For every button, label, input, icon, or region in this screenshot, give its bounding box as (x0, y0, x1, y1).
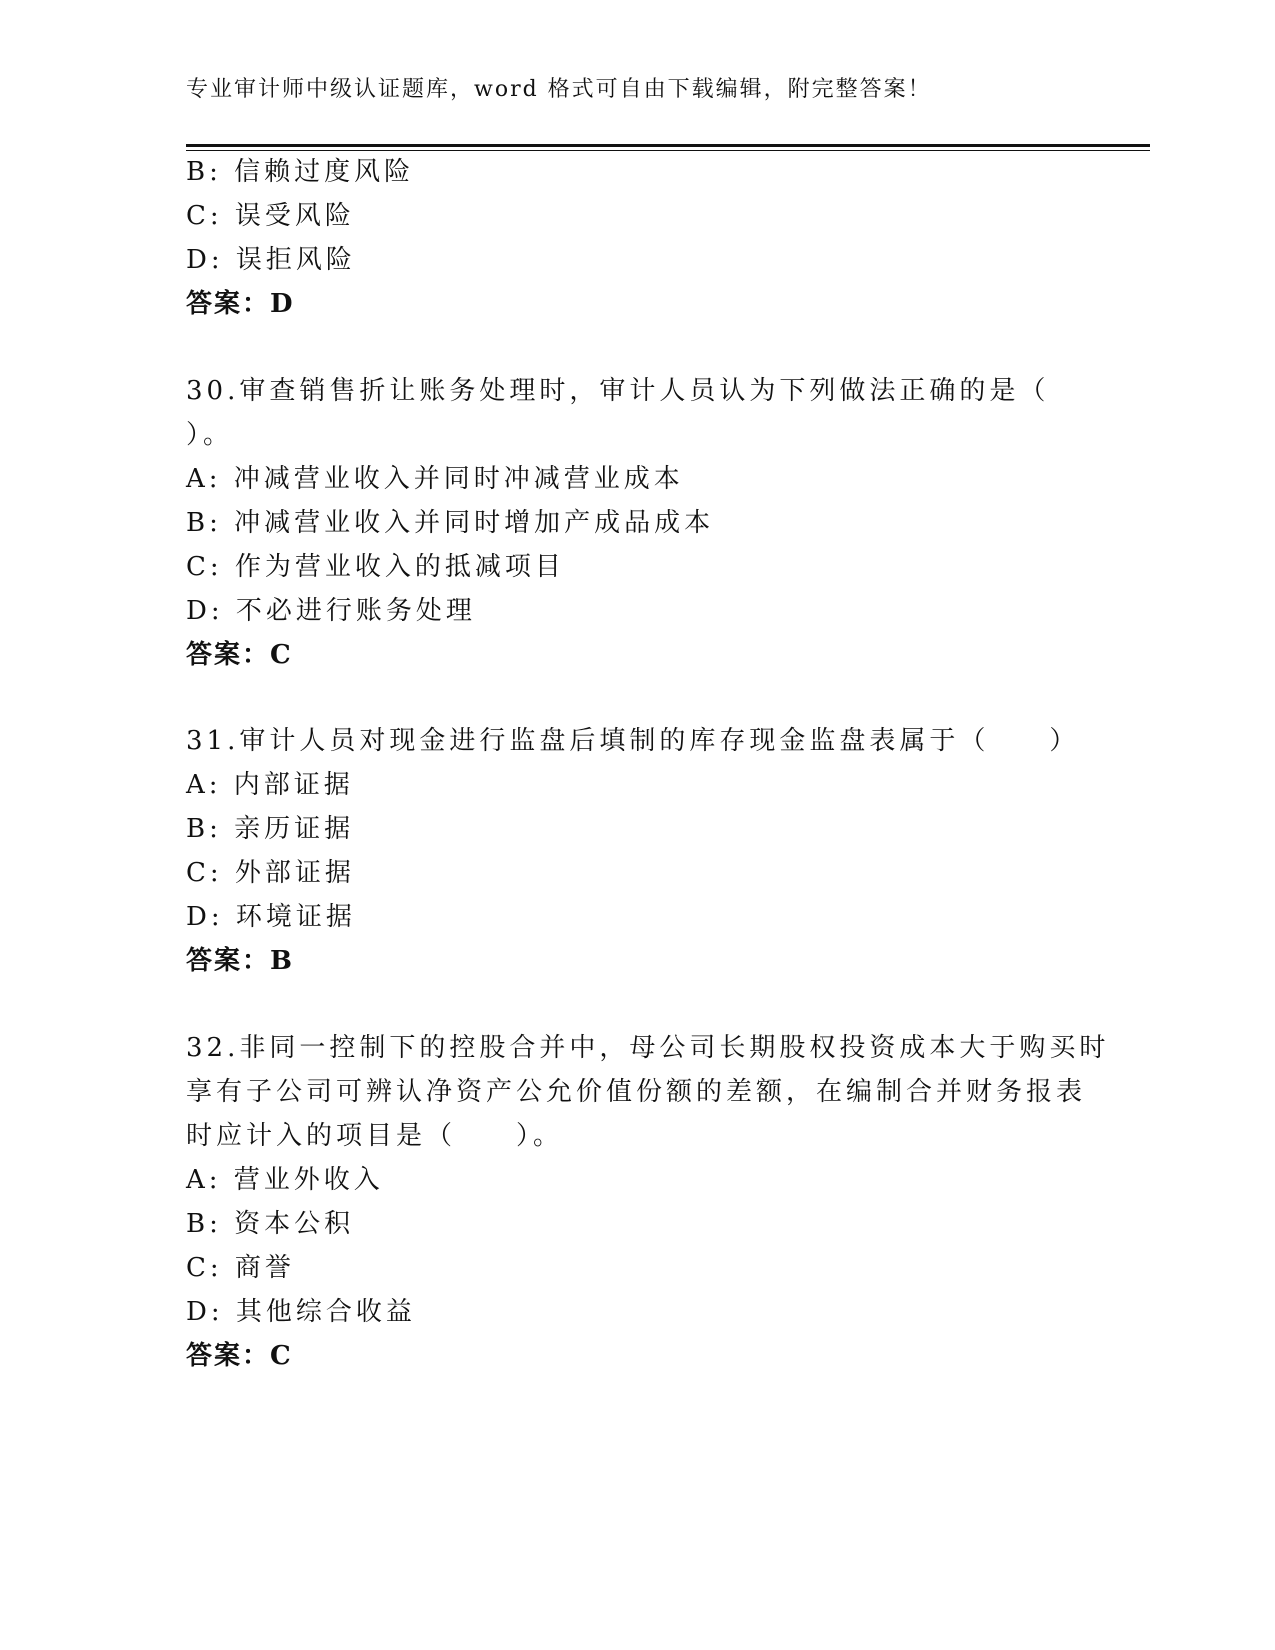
q29-option-b: B: 信赖过度风险 (186, 157, 415, 187)
q30-option-b: B: 冲减营业收入并同时增加产成品成本 (186, 508, 715, 538)
q32-option-b: B: 资本公积 (186, 1209, 355, 1239)
q31-option-a: A: 内部证据 (186, 770, 354, 800)
header-divider (186, 144, 1150, 147)
q32-stem-line-1: 32.非同一控制下的控股合并中，母公司长期股权投资成本大于购买时 (186, 1033, 1110, 1063)
q29-option-c: C: 误受风险 (186, 201, 355, 231)
q30-stem-line-1: 30.审查销售折让账务处理时，审计人员认为下列做法正确的是（ (186, 376, 1050, 406)
q31-stem-line-1: 31.审计人员对现金进行监盘后填制的库存现金监盘表属于（ ） (186, 726, 1080, 756)
q32-option-c: C: 商誉 (186, 1253, 295, 1283)
q31-answer: 答案：B (186, 946, 294, 976)
q32-stem-line-2: 享有子公司可辨认净资产公允价值份额的差额，在编制合并财务报表 (186, 1077, 1087, 1107)
q30-option-d: D: 不必进行账务处理 (186, 596, 476, 626)
q31-option-d: D: 环境证据 (186, 902, 356, 932)
q32-stem-line-3: 时应计入的项目是（ ）。 (186, 1121, 564, 1151)
q32-option-d: D: 其他综合收益 (186, 1297, 416, 1327)
q31-option-c: C: 外部证据 (186, 858, 355, 888)
q32-answer: 答案：C (186, 1341, 293, 1371)
q31-option-b: B: 亲历证据 (186, 814, 355, 844)
page-header: 专业审计师中级认证题库，word 格式可自由下载编辑，附完整答案！ (186, 77, 932, 102)
q29-answer: 答案：D (186, 289, 295, 319)
q30-option-a: A: 冲减营业收入并同时冲减营业成本 (186, 464, 684, 494)
q32-option-a: A: 营业外收入 (186, 1165, 384, 1195)
header-divider-thin (186, 150, 1150, 151)
q30-option-c: C: 作为营业收入的抵减项目 (186, 552, 565, 582)
q30-stem-line-2: ）。 (186, 420, 234, 450)
q30-answer: 答案：C (186, 640, 293, 670)
q29-option-d: D: 误拒风险 (186, 245, 356, 275)
